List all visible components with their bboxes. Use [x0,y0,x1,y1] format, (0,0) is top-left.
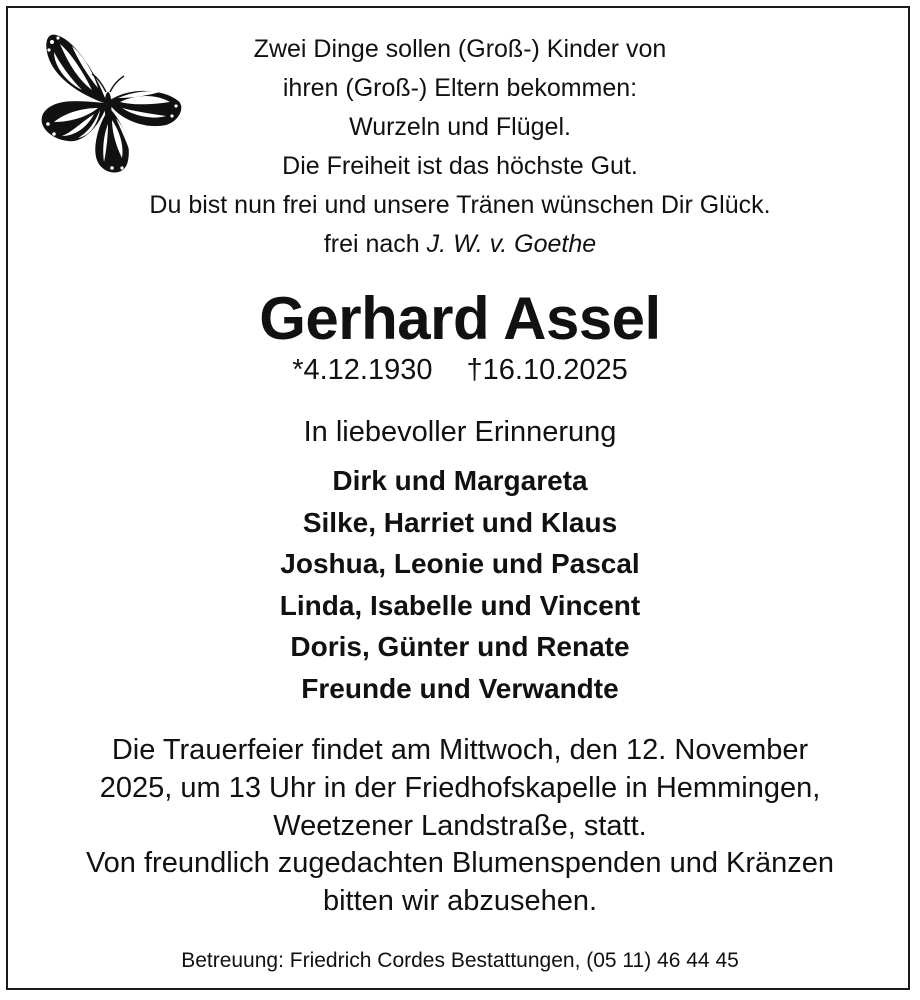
quote-block [8,30,912,264]
quote-line: Du bist nun frei und unsere Tränen wünschen Dir Glück. [149,191,771,219]
obituary-card [6,6,910,990]
mourner-line: Joshua, Leonie und Pascal [280,548,640,579]
attribution-author: J. W. v. Goethe [426,230,597,258]
mourner-line: Silke, Harriet und Klaus [302,506,618,538]
ceremony-line: bitten wir abzusehen. [322,885,598,918]
mourner-line: Linda, Isabelle und Vincent [279,589,641,621]
memory-text: In liebevoller Erinnerung [303,416,617,448]
ceremony-line: Die Trauerfeier findet am Mittwoch, den 12. November [111,734,809,766]
undertaker-info: Betreuung: Friedrich Cordes Bestattungen, (05 11) 46 44 45 [181,949,739,972]
quote-line: Zwei Dinge sollen (Groß-) Kinder von [253,35,667,63]
quote-line: Wurzeln und Flügel. [349,113,571,141]
ceremony-line: Von freundlich zugedachten Blumenspenden und Kränzen [85,847,835,880]
quote-attribution [8,225,912,264]
quote-line: ihren (Groß-) Eltern bekommen: [282,74,638,102]
deceased-name: Gerhard Assel [259,285,661,352]
ceremony-line: 2025, um 13 Uhr in der Friedhofskapelle in Hemmingen, [99,771,821,804]
mourner-line: Dirk und Margareta [332,465,588,496]
ceremony-notice [8,732,912,921]
mourners-list [8,460,912,709]
mourner-line: Freunde und Verwandte [301,672,619,704]
attribution-prefix: frei nach [323,230,420,258]
quote-line: Die Freiheit ist das höchste Gut. [282,152,638,180]
mourner-line: Doris, Günter und Renate [290,631,630,662]
death-date: †16.10.2025 [466,354,628,386]
ceremony-line: Weetzener Landstraße, statt. [273,809,647,842]
life-dates [8,350,912,390]
birth-date: *4.12.1930 [292,354,433,386]
